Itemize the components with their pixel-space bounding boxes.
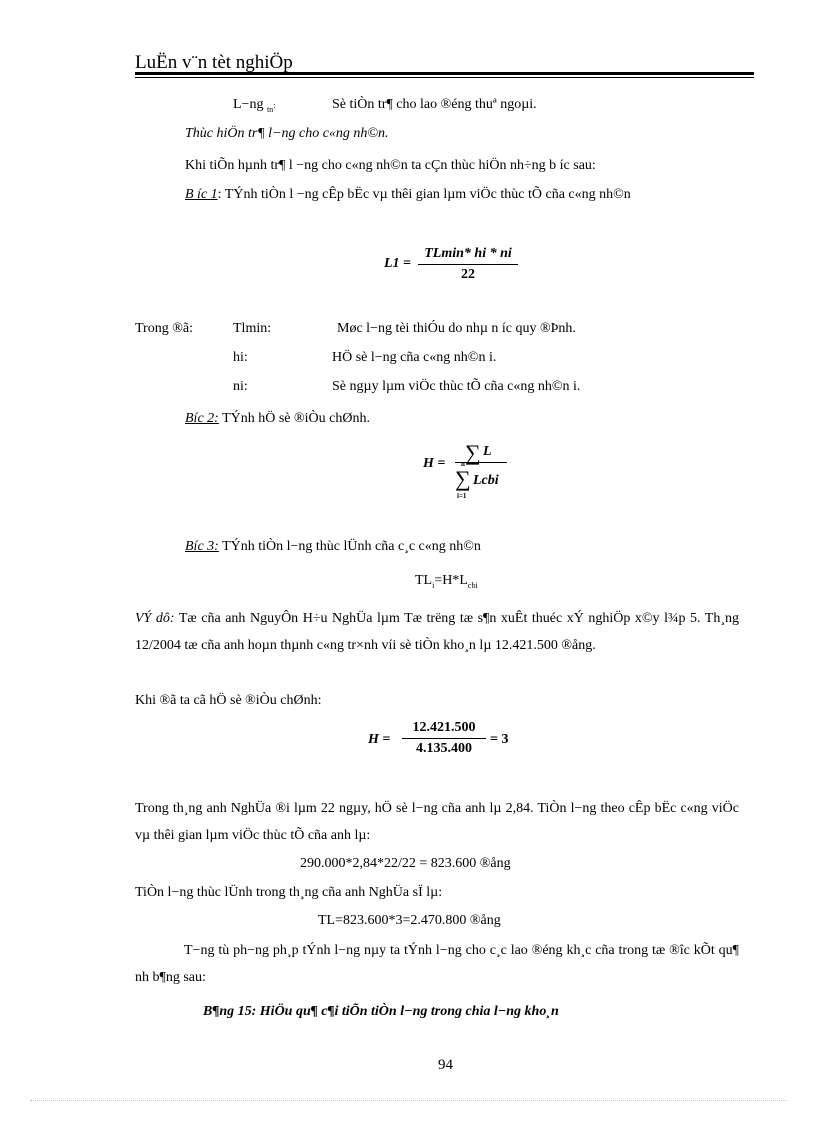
formula-h-sum-top-symbol: ∑: [465, 440, 481, 465]
def-tlmin-desc: Møc l−ng tèi thiÓu do nhµ n íc quy ®Þnh.: [337, 321, 576, 336]
tl-formula-sub: cbi: [467, 580, 478, 590]
formula-h-lhs: H =: [423, 456, 446, 471]
def-hi-term: hi:: [233, 350, 248, 365]
ltn-sub: tn: [266, 104, 274, 114]
formula-h2-rhs: = 3: [490, 732, 509, 747]
header-title: LuËn v¨n tèt nghiÖp: [135, 52, 293, 73]
step1-line: [185, 186, 631, 204]
formula-l1-fraction: [418, 246, 518, 283]
def-ni-term: ni:: [233, 379, 248, 394]
ltn-label: L−ng: [233, 97, 264, 112]
ltn-text: Sè tiÒn tr¶ cho lao ®éng thuª ngoµi.: [332, 97, 537, 112]
step1-text: : TÝnh tiÒn l −ng cÊp bËc vµ thêi gian lµm viÖc thùc tÕ cña c«ng nh©n: [217, 187, 631, 202]
formula-h-fraction: [455, 440, 510, 504]
page-number: 94: [438, 1057, 453, 1073]
tien-luong-text: TiÒn l−ng thùc lÜnh trong th¸ng cña anh NghÜa sÏ lµ:: [135, 885, 443, 900]
footer-divider: [30, 1100, 786, 1101]
formula-h-denominator: Lcbi: [473, 473, 499, 488]
formula-h-sum-bottom-symbol: ∑: [455, 466, 471, 491]
step2-text: TÝnh hÖ sè ®iÒu chØnh.: [218, 411, 370, 426]
tl-formula-i: i: [432, 580, 435, 590]
def-tlmin-term: Tlmin:: [233, 321, 272, 336]
section-title: Thùc hiÖn tr¶ l−ng cho c«ng nh©n.: [185, 126, 389, 141]
step3-line: [185, 538, 481, 556]
step1-label: B íc 1: [185, 187, 218, 202]
intro-text: Khi tiÕn hµnh tr¶ l −ng cho c«ng nh©n ta cÇn thùc hiÖn nh÷ng b íc sau:: [185, 158, 596, 173]
formula-h2-denominator: 4.135.400: [416, 741, 472, 756]
salary-paragraph: Trong th¸ng anh NghÜa ®i lµm 22 ngµy, hÖ sè l−ng cña anh lµ 2,84. TiÒn l−ng theo cÊp bËc c«ng viÖc vµ thêi gian lµm viÖc thùc tÕ cña anh lµ:: [135, 801, 739, 843]
header-rule-thin: [135, 77, 754, 78]
khi-do-text: Khi ®ã ta cã hÖ sè ®iÒu chØnh:: [135, 693, 322, 708]
formula-h-sum-top: n: [461, 460, 465, 468]
example-text: Tæ cña anh NguyÔn H÷u NghÜa lµm Tæ trëng tæ s¶n xuÊt thuéc xÝ nghiÖp x©y l¾p 5. Th¸ng 12/2004 tæ cña anh hoµn thµnh c«ng tr×nh víi sè tiÒn kho¸n lµ 12.421.500 ®ång.: [135, 611, 740, 653]
formula-l1-numerator: TLmin* hi * ni: [424, 246, 512, 261]
line-ltn: [233, 96, 275, 119]
example-paragraph: [135, 605, 739, 659]
formula-h-numerator: L: [483, 444, 492, 459]
tl-formula-mid: =H*L: [434, 573, 468, 588]
def-hi-desc: HÖ sè l−ng cña c«ng nh©n i.: [332, 350, 497, 365]
tl-formula: [415, 572, 478, 595]
calc-line-2: TL=823.600*3=2.470.800 ®ång: [318, 913, 501, 928]
step3-label: Bíc 3:: [185, 539, 219, 554]
step3-text: TÝnh tiÒn l−ng thùc lÜnh cña c¸c c«ng nh©n: [218, 539, 481, 554]
tl-formula-main: TL: [415, 573, 433, 588]
formula-h2-fraction: [402, 720, 486, 757]
formula-h2-bar: [402, 738, 486, 739]
step2-line: [185, 410, 370, 428]
formula-l1-denominator: 22: [461, 267, 475, 282]
step2-label: Bíc 2:: [185, 411, 219, 426]
formula-l1-bar: [418, 264, 518, 265]
header-rule-thick: [135, 72, 754, 75]
formula-l1-lhs: L1 =: [384, 256, 412, 271]
example-label: VÝ dô:: [135, 611, 175, 626]
similar-method-paragraph: T−ng tù ph−ng ph¸p tÝnh l−ng nµy ta tÝnh l−ng cho c¸c lao ®éng kh¸c cña trong tæ ®îc kÕt qu¶ nh b¶ng sau:: [135, 943, 739, 985]
table-caption: B¶ng 15: HiÖu qu¶ c¶i tiÕn tiÒn l−ng trong chia l−ng kho¸n: [203, 1004, 559, 1019]
formula-h-sum-bottom: i=1: [457, 492, 467, 500]
calc-line-1: 290.000*2,84*22/22 = 823.600 ®ång: [300, 856, 511, 871]
formula-h2-lhs: H =: [368, 732, 391, 747]
formula-h2-numerator: 12.421.500: [412, 720, 476, 735]
ltn-sep: :: [273, 101, 276, 110]
def-ni-desc: Sè ngµy lµm viÖc thùc tÕ cña c«ng nh©n i.: [332, 379, 581, 394]
trong-do-label: Trong ®ã:: [135, 321, 193, 336]
